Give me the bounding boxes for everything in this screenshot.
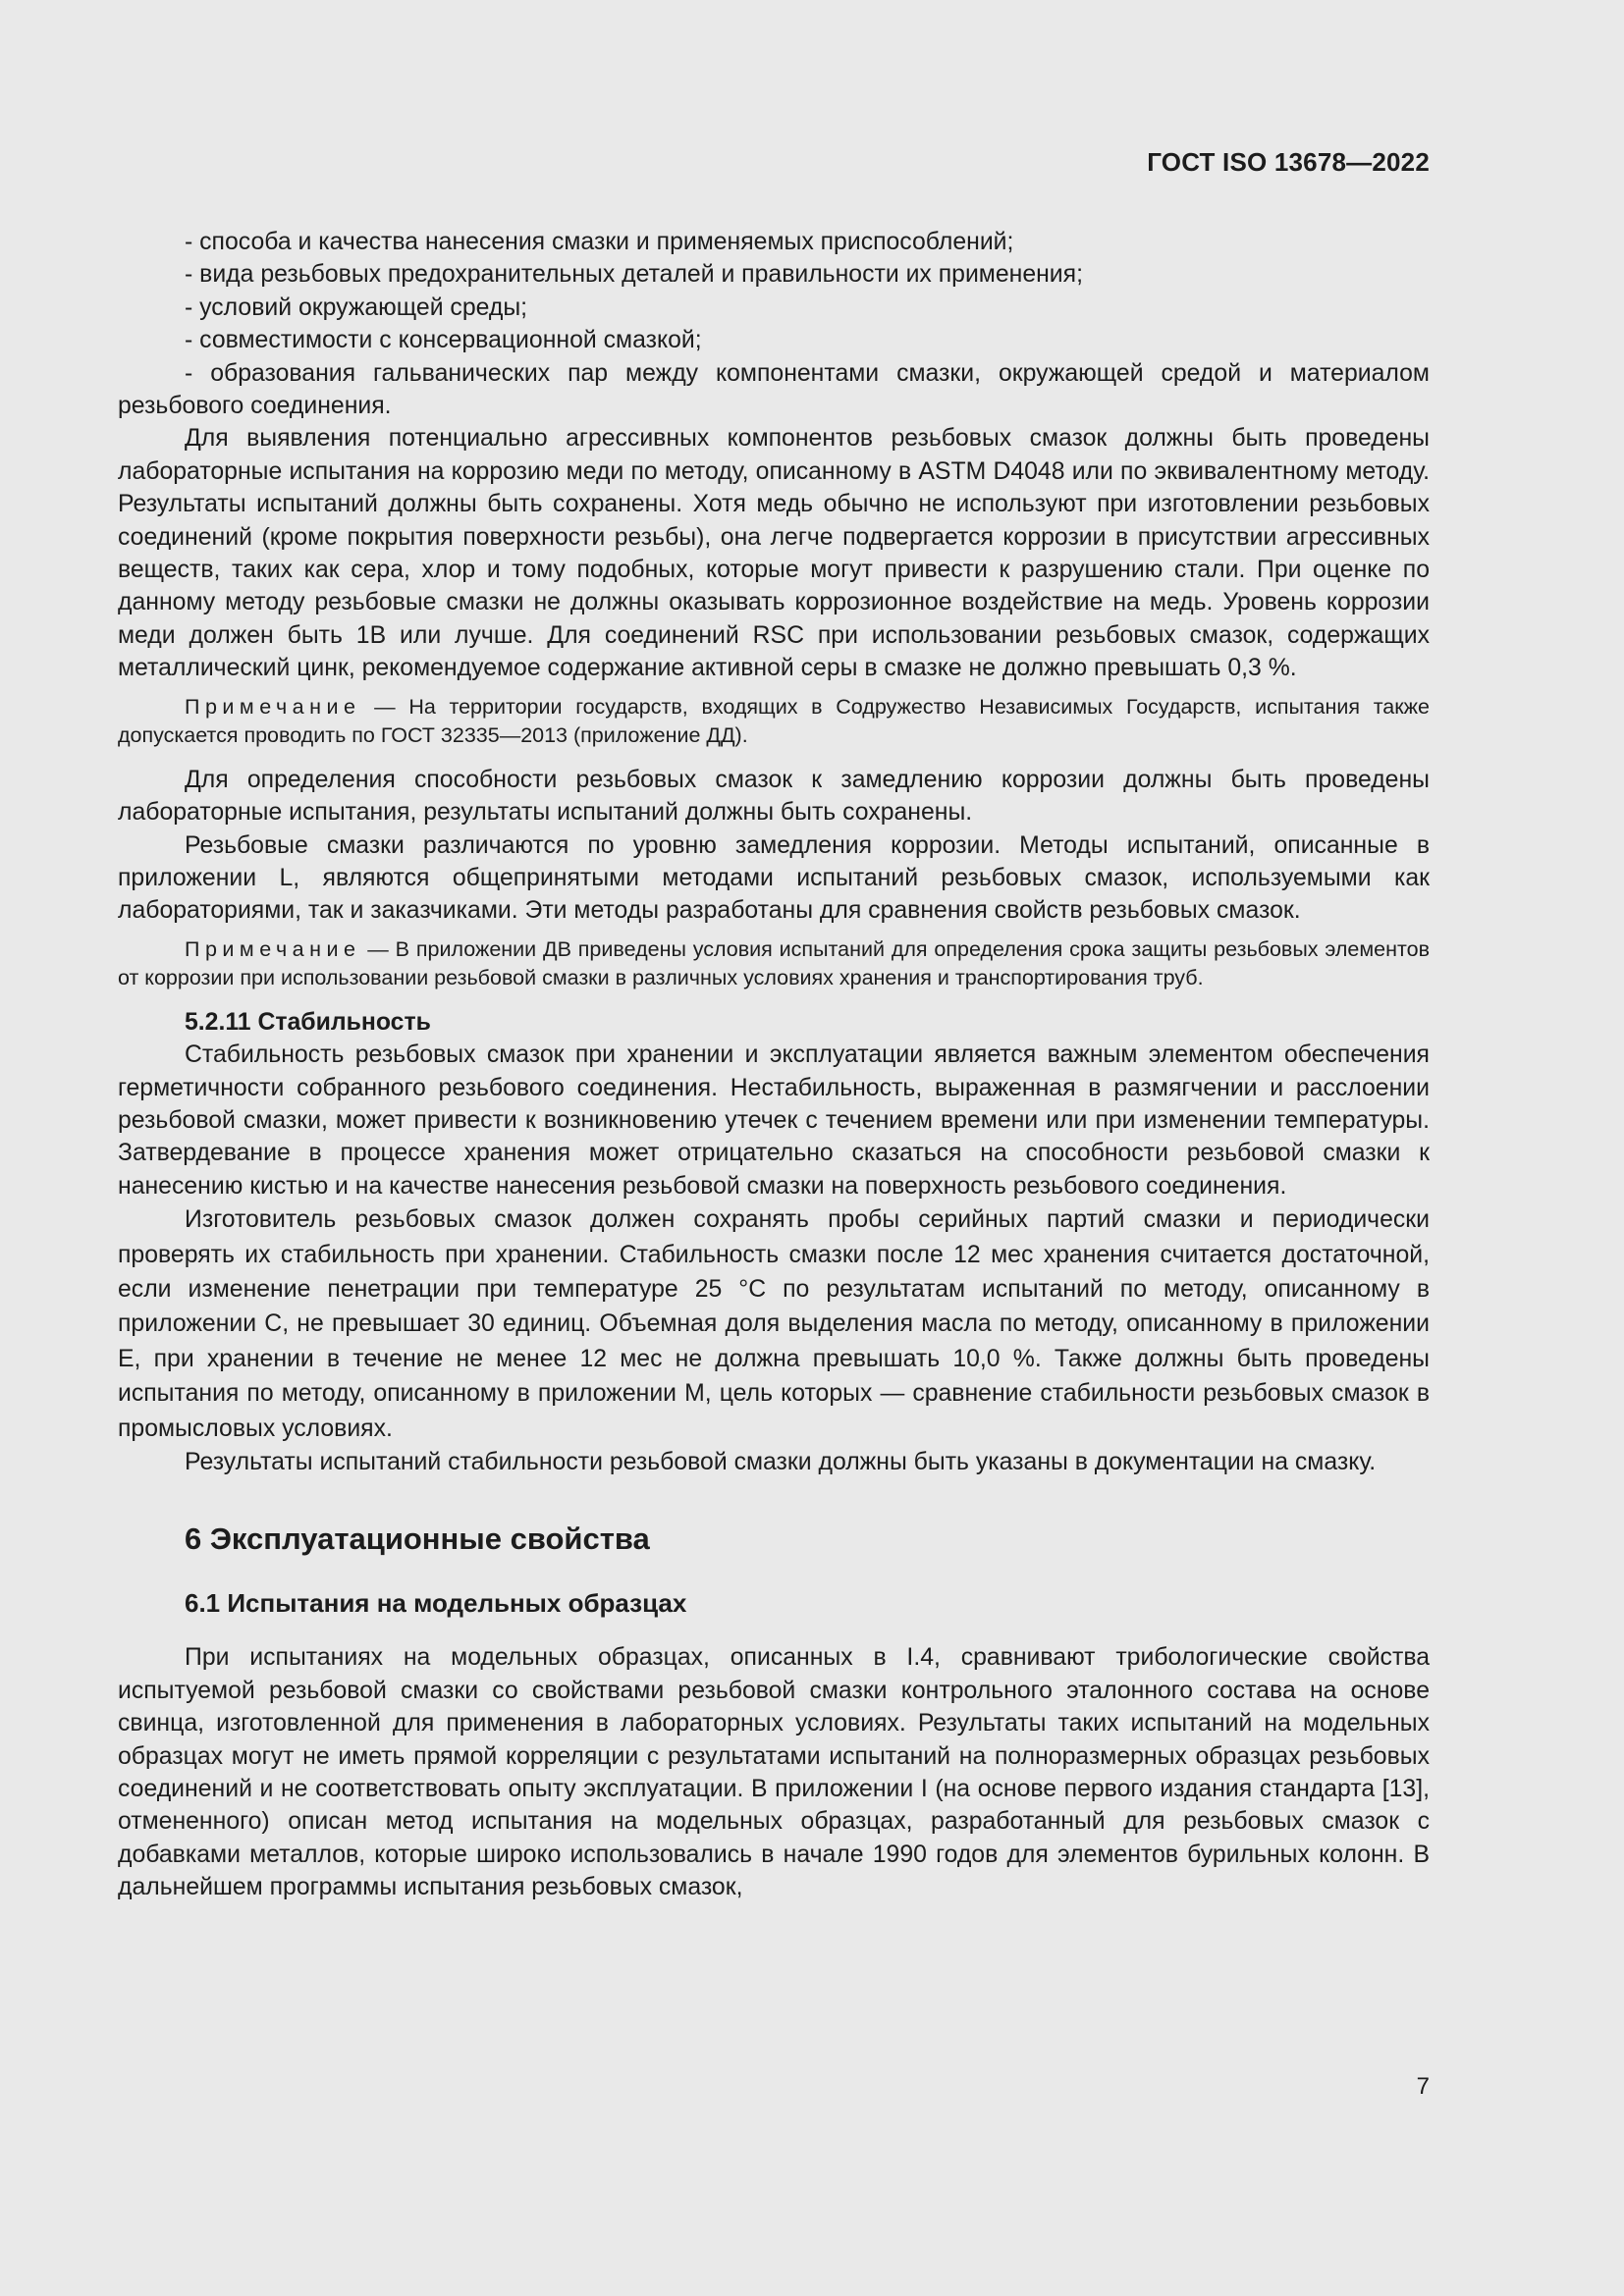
subsection-heading-6-1: 6.1 Испытания на модельных образцах: [185, 1588, 687, 1619]
note-text: — На территории государств, входящих в Содружество Независимых Государств, испытания также допускается проводить по ГОСТ 32335—2013 (приложение ДД).: [118, 694, 1430, 747]
note-text: — В приложении ДВ приведены условия испытаний для определения срока защиты резьбовых элементов от коррозии при использовании резьбовой смазки в различных условиях хранения и транспортирования труб.: [118, 936, 1430, 989]
paragraph-corrosion-levels: Резьбовые смазки различаются по уровню замедления коррозии. Методы испытаний, описанные в приложении L, являются общепринятыми методами испытаний резьбовых смазок, используемыми как лабораториями, так и заказчиками. Эти методы разработаны для сравнения свойств резьбовых смазок.: [118, 831, 1430, 925]
document-body: [118, 226, 1430, 1904]
paragraph-stability: Стабильность резьбовых смазок при хранении и эксплуатации является важным элементом обеспечения герметичности собранного резьбового соединения. Нестабильность, выраженная в размягчении и расслоении резьбовой смазки, может привести к возникновению утечек с течением времени или при изменении температуры. Затвердевание в процессе хранения может отрицательно сказаться на способности резьбовой смазки к нанесению кистью и на качестве нанесения резьбовой смазки на поверхность резьбового соединения.: [118, 1041, 1430, 1200]
list-item: - образования гальванических пар между компонентами смазки, окружающей средой и материалом резьбового соединения.: [118, 359, 1430, 420]
list-item: - условий окружающей среды;: [185, 294, 528, 321]
section-heading: 6 Эксплуатационные свойства: [185, 1522, 650, 1557]
document-header: ГОСТ ISO 13678—2022: [1147, 147, 1430, 177]
paragraph-stability-results: Результаты испытаний стабильности резьбовой смазки должны быть указаны в документации на смазку.: [185, 1449, 1377, 1475]
note-2: [118, 935, 1430, 992]
paragraph-stability-tests: Изготовитель резьбовых смазок должен сохранять пробы серийных партий смазки и периодически проверять их стабильность при хранении. Стабильность смазки после 12 мес хранения считается достаточной, если изменение пенетрации при температуре 25 °С по результатам испытаний по методу, описанному в приложении С, не превышает 30 единиц. Объемная доля выделения масла по методу, описанному в приложении Е, при хранении в течение не менее 12 мес не должна превышать 10,0 %. Также должны быть проведены испытания по методу, описанному в приложении М, цель которых — сравнение стабильности резьбовых смазок в промысловых условиях.: [118, 1206, 1430, 1442]
note-1: [118, 693, 1430, 750]
paragraph-corrosion-inhibition: Для определения способности резьбовых смазок к замедлению коррозии должны быть проведены лабораторные испытания, результаты испытаний должны быть сохранены.: [118, 766, 1430, 827]
note-label: Примечание: [185, 936, 361, 961]
paragraph-copper-corrosion: Для выявления потенциально агрессивных компонентов резьбовых смазок должны быть проведены лабораторные испытания на коррозию меди по методу, описанному в ASTM D4048 или по эквивалентному методу. Результаты испытаний должны быть сохранены. Хотя медь обычно не используют при изготовлении резьбовых соединений (кроме покрытия поверхности резьбы), она легче подвергается коррозии в присутствии агрессивных веществ, таких как сера, хлор и тому подобных, которые могут привести к разрушению стали. При оценке по данному методу резьбовые смазки не должны оказывать коррозионное воздействие на медь. Уровень коррозии меди должен быть 1В или лучше. Для соединений RSC при использовании резьбовых смазок, содержащих металлический цинк, рекомендуемое содержание активной серы в смазке не должно превышать 0,3 %.: [118, 425, 1430, 682]
list-item: - способа и качества нанесения смазки и применяемых приспособлений;: [185, 229, 1014, 255]
note-label: Примечание: [185, 694, 361, 719]
list-item: - совместимости с консервационной смазкой;: [185, 327, 702, 354]
subsection-heading: 5.2.11 Стабильность: [185, 1008, 431, 1036]
paragraph-model-tests: При испытаниях на модельных образцах, описанных в I.4, сравнивают трибологические свойства испытуемой резьбовой смазки со свойствами резьбовой смазки контрольного эталонного состава на основе свинца, изготовленной для применения в лабораторных условиях. Результаты таких испытаний на модельных образцах могут не иметь прямой корреляции с результатами испытаний на полноразмерных образцах резьбовых соединений и не соответствовать опыту эксплуатации. В приложении I (на основе первого издания стандарта [13], отмененного) описан метод испытания на модельных образцах, разработанный для резьбовых смазок с добавками металлов, которые широко использовались в начале 1990 годов для элементов бурильных колонн. В дальнейшем программы испытания резьбовых смазок,: [118, 1644, 1430, 1901]
list-item: - вида резьбовых предохранительных деталей и правильности их применения;: [185, 261, 1083, 289]
bullet-list: [118, 226, 1430, 422]
page-number: 7: [1416, 2073, 1430, 2100]
